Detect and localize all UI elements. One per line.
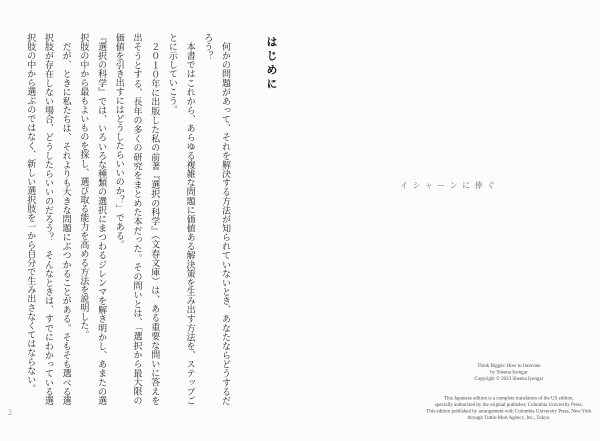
colophon-copyright: Copyright © 2023 Sheena Iyengar	[474, 376, 544, 382]
colophon-license-line: This Japanese edition is a complete translation of the US edition,	[444, 395, 575, 401]
colophon-license-line: through Tuttle-Mori Agency, Inc., Tokyo.	[467, 415, 551, 421]
paragraph: だが、ときに私たちは、それよりも大きな問題にぶつかることがある。そもそも選べる選択肢が存在しない場合、どうしたらいいのだろう？ そんなときは、すでにわかっている選択肢の中から選ぶのではなく、新しい選択肢を一から自分で生み出さなくてはならない。	[26, 33, 72, 406]
chapter-title: はじめに	[265, 36, 277, 92]
colophon	[427, 363, 592, 422]
paragraph: 『選択の科学』では、いろいろな種類の選択にまつわるジレンマを解き明かし、あまたの選択肢の中から最もよいものを探し、選び取る能力を高める方法を説明した。	[79, 33, 108, 405]
right-page	[300, 0, 600, 441]
colophon-license-line: specially authorized by the original publisher, Columbia University Press.	[435, 402, 584, 408]
body-text	[21, 33, 234, 405]
colophon-license-line: This edition published by arrangement with Columbia University Press, New York	[426, 408, 592, 414]
colophon-title: Think Bigger: How to Innovate	[477, 363, 541, 369]
paragraph: 本書ではこれから、あらゆる複雑な問題に価値ある解決策を生み出す方法を、ステップごとに示していこう。	[167, 33, 196, 406]
paragraph: 何かの問題があって、それを解決する方法が知られていないとき、あなたならどうするだろう？	[203, 33, 231, 405]
page-number: 2	[8, 408, 12, 417]
paragraph: ２０１０年に出版した私の前著『選択の科学』（文春文庫）は、ある重要な問いに答えを出そうとする、長年の多くの研究をまとめた本だった。その問いとは、「選択から最大限の価値を引き出すにはどうしたらいいのか？」である。	[114, 33, 161, 405]
colophon-license-group	[427, 395, 592, 421]
colophon-title-group	[427, 363, 592, 383]
dedication-text: イシャーンに捧ぐ	[400, 181, 500, 190]
colophon-byline: by Sheena Iyengar	[490, 369, 528, 375]
